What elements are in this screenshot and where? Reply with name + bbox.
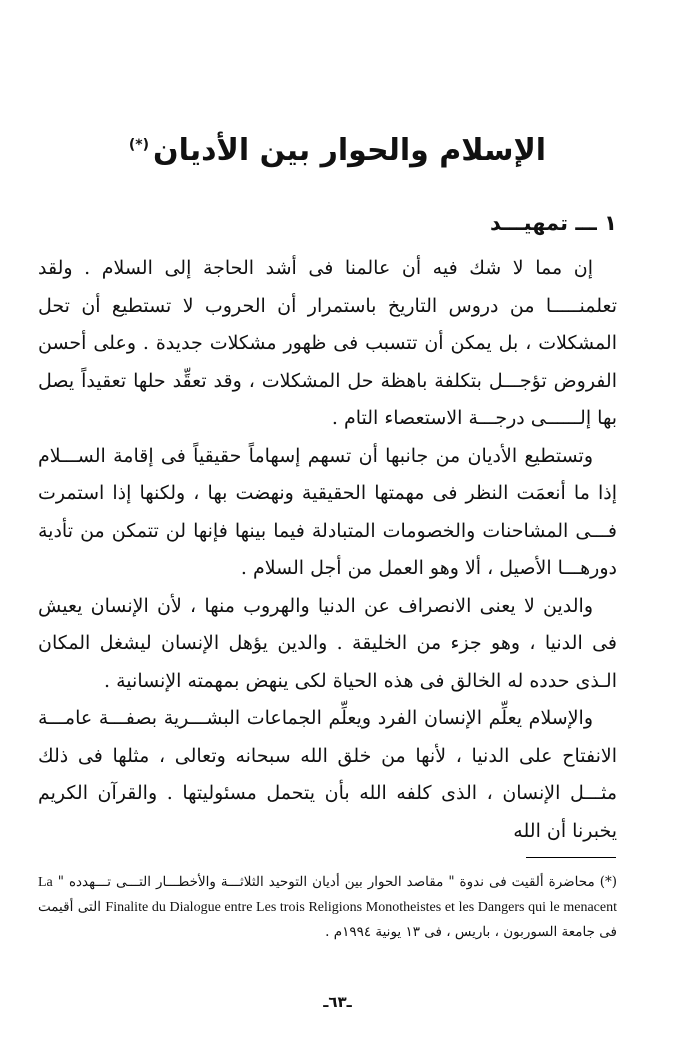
- footnote-arabic-intro: محاضرة ألقيت فى ندوة " مقاصد الحوار بين أديان التوحيد الثلاثـــة والأخطـــار التـــى تـــهدده ": [57, 874, 595, 890]
- section-heading: ١ ـــ تمهيـــد: [489, 211, 617, 235]
- footnote-french-title: La Finalite du Dialogue entre Les trois Religions Monotheistes et les Dangers qui le menacent: [38, 875, 617, 915]
- footnote-divider: [526, 857, 616, 858]
- paragraph-2: وتستطيع الأديان من جانبها أن تسهم إسهاماً حقيقياً فى إقامة الســـلام إذا ما أنعمَت النظر فى مهمتها الحقيقية ونهضت بها ، ولكنها إذا استمرت فـــى المشاحنات والخصومات المتبادلة فيما بينها فإنها لن تتمكن من تأدية دورهـــا الأصيل ، ألا وهو العمل من أجل السلام .: [38, 444, 617, 579]
- chapter-title: [40, 120, 635, 170]
- paragraph-4: والإسلام يعلِّم الإنسان الفرد ويعلِّم الجماعات البشـــرية بصفـــة عامـــة الانفتاح على الدنيا ، لأنها من خلق الله سبحانه وتعالى ، مثلها فى ذلك مثـــل الإنسان ، الذى كلفه الله بأن يتحمل مسئوليتها . والقرآن الكريم يخبرنا أن الله: [38, 707, 617, 842]
- chapter-title-text: الإسلام والحوار بين الأديان: [153, 133, 547, 168]
- footnote: [38, 870, 617, 945]
- title-footnote-marker: (*): [128, 137, 150, 153]
- paragraph-1: إن مما لا شك فيه أن عالمنا فى أشد الحاجة إلى السلام . ولقد تعلمنـــــا من دروس التاريخ باستمرار أن الحروب لا تستطيع أن تحل المشكلات ، بل يمكن أن تتسبب فى ظهور مشكلات جديدة . وعلى أحسن الفروض تؤجـــل بتكلفة باهظة حل المشكلات ، وقد تعقِّد حلها تعقيداً يصل بها إلــــــى درجـــة الاستعصاء التام .: [38, 257, 617, 429]
- footnote-marker: (*): [599, 874, 617, 890]
- footnote-arabic-outro: التى أقيمت فى جامعة السوربون ، باريس ، فى ١٣ يونية ١٩٩٤م .: [38, 899, 617, 940]
- page-number: ـ٦٣ـ: [323, 993, 352, 1011]
- body-text: [38, 250, 617, 850]
- paragraph-3: والدين لا يعنى الانصراف عن الدنيا والهروب منها ، لأن الإنسان يعيش فى الدنيا ، وهو جزء من الخليقة . والدين يؤهل الإنسان ليشغل المكان الـذى حدده له الخالق فى هذه الحياة لكى ينهض بمهمته الإنسانية .: [38, 594, 617, 692]
